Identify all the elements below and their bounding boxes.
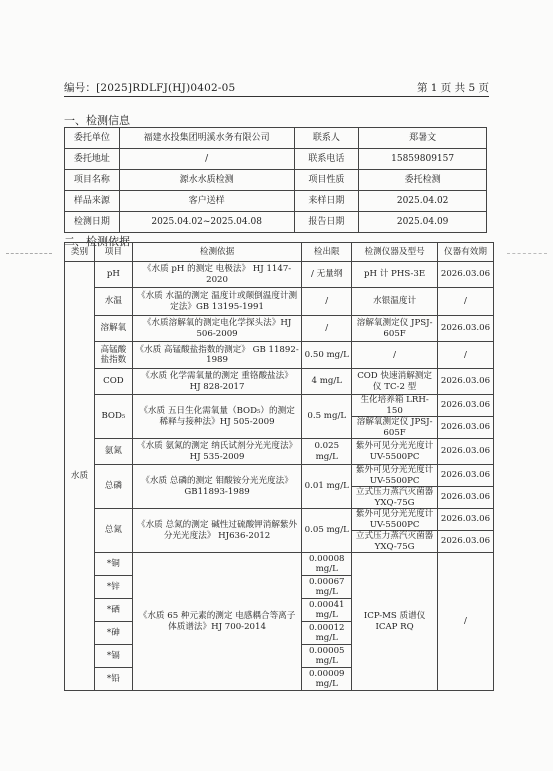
report-number: 编号：[2025]RDLFJ(HJ)0402-05 <box>64 82 236 94</box>
info-label: 检测日期 <box>65 212 120 233</box>
column-header: 项目 <box>94 243 132 262</box>
info-label: 项目名称 <box>65 170 120 191</box>
info-value: 2025.04.02 <box>359 191 487 212</box>
basis-cell: 《水质 65 种元素的测定 电感耦合等离子体质谱法》HJ 700-2014 <box>132 553 301 691</box>
table-row <box>65 369 494 395</box>
info-label: 项目性质 <box>294 170 359 191</box>
validity-cell: 2026.03.06 <box>437 465 493 487</box>
section-title-info: 一、检测信息 <box>64 114 130 127</box>
basis-cell: 《水质 水温的测定 温度计或颠倒温度计测定法》GB 13195-1991 <box>132 288 301 316</box>
table-row <box>65 342 494 369</box>
info-value: 15859809157 <box>359 149 487 170</box>
limit-cell: 0.00009 mg/L <box>302 668 352 691</box>
validity-cell: / <box>437 288 493 316</box>
info-value: 2025.04.02~2025.04.08 <box>119 212 294 233</box>
info-label: 联系电话 <box>294 149 359 170</box>
info-label: 联系人 <box>294 128 359 149</box>
info-table <box>64 127 487 233</box>
instrument-cell: ICP-MS 质谱仪 ICAP RQ <box>352 553 438 691</box>
validity-cell: / <box>437 553 493 691</box>
item-cell: *硒 <box>94 599 132 622</box>
item-cell: *铅 <box>94 668 132 691</box>
limit-cell: 0.50 mg/L <box>302 342 352 369</box>
info-label: 样品来源 <box>65 191 120 212</box>
column-header: 类别 <box>65 243 95 262</box>
basis-cell: 《水质 总磷的测定 钼酸铵分光光度法》 GB11893-1989 <box>132 465 301 509</box>
info-value: 源水水质检测 <box>119 170 294 191</box>
info-value: 委托检测 <box>359 170 487 191</box>
column-header: 检测仪器及型号 <box>352 243 438 262</box>
limit-cell: / 无量纲 <box>302 262 352 288</box>
instrument-cell: 溶解氧测定仪 JPSJ-605F <box>352 316 438 342</box>
table-row <box>65 553 494 576</box>
info-row <box>65 149 487 170</box>
validity-cell: / <box>437 342 493 369</box>
instrument-cell: / <box>352 342 438 369</box>
limit-cell: 4 mg/L <box>302 369 352 395</box>
category-cell: 水质 <box>65 262 95 691</box>
limit-cell: 0.00067 mg/L <box>302 576 352 599</box>
info-row <box>65 191 487 212</box>
info-label: 来样日期 <box>294 191 359 212</box>
limit-cell: 0.00012 mg/L <box>302 622 352 645</box>
limit-cell: 0.01 mg/L <box>302 465 352 509</box>
validity-cell: 2026.03.06 <box>437 369 493 395</box>
item-cell: 总氮 <box>94 509 132 553</box>
limit-cell: 0.05 mg/L <box>302 509 352 553</box>
table-row <box>65 395 494 417</box>
table-row <box>65 509 494 531</box>
item-cell: 溶解氧 <box>94 316 132 342</box>
basis-cell: 《水质 pH 的测定 电极法》 HJ 1147-2020 <box>132 262 301 288</box>
info-value: 客户送样 <box>119 191 294 212</box>
info-row <box>65 212 487 233</box>
limit-cell: 0.5 mg/L <box>302 395 352 439</box>
instrument-cell: 立式压力蒸汽灭菌器 YXQ-75G <box>352 487 438 509</box>
table-row <box>65 288 494 316</box>
info-value: 2025.04.09 <box>359 212 487 233</box>
table-row <box>65 316 494 342</box>
table-row <box>65 439 494 465</box>
instrument-cell: 立式压力蒸汽灭菌器 YXQ-75G <box>352 531 438 553</box>
info-label: 报告日期 <box>294 212 359 233</box>
item-cell: BOD₅ <box>94 395 132 439</box>
limit-cell: 0.00041 mg/L <box>302 599 352 622</box>
info-value: 福建水投集团明溪水务有限公司 <box>119 128 294 149</box>
item-cell: 高锰酸盐指数 <box>94 342 132 369</box>
validity-cell: 2026.03.06 <box>437 531 493 553</box>
item-cell: *锌 <box>94 576 132 599</box>
validity-cell: 2026.03.06 <box>437 509 493 531</box>
limit-cell: 0.025 mg/L <box>302 439 352 465</box>
limit-cell: 0.00005 mg/L <box>302 645 352 668</box>
validity-cell: 2026.03.06 <box>437 487 493 509</box>
item-cell: 氨氮 <box>94 439 132 465</box>
info-value: / <box>119 149 294 170</box>
basis-table <box>64 242 494 691</box>
instrument-cell: 紫外可见分光光度计 UV-5500PC <box>352 509 438 531</box>
basis-cell: 《水质 高锰酸盐指数的测定》 GB 11892-1989 <box>132 342 301 369</box>
item-cell: COD <box>94 369 132 395</box>
instrument-cell: pH 计 PHS-3E <box>352 262 438 288</box>
page-header <box>64 80 489 97</box>
limit-cell: / <box>302 316 352 342</box>
validity-cell: 2026.03.06 <box>437 395 493 417</box>
instrument-cell: 水银温度计 <box>352 288 438 316</box>
scan-mark <box>507 253 547 254</box>
table-row <box>65 262 494 288</box>
section-title-basis: 二、检测依据 <box>64 235 130 248</box>
validity-cell: 2026.03.06 <box>437 262 493 288</box>
item-cell: *镉 <box>94 645 132 668</box>
table-row <box>65 465 494 487</box>
scan-mark <box>6 253 52 254</box>
info-value: 郑暑文 <box>359 128 487 149</box>
basis-cell: 《水质 化学需氧量的测定 重铬酸盐法》 HJ 828-2017 <box>132 369 301 395</box>
validity-cell: 2026.03.06 <box>437 417 493 439</box>
column-header: 检测依据 <box>132 243 301 262</box>
column-header: 检出限 <box>302 243 352 262</box>
item-cell: *砷 <box>94 622 132 645</box>
info-row <box>65 170 487 191</box>
info-label: 委托地址 <box>65 149 120 170</box>
basis-cell: 《水质 氨氮的测定 纳氏试剂分光光度法》 HJ 535-2009 <box>132 439 301 465</box>
item-cell: pH <box>94 262 132 288</box>
column-header: 仪器有效期 <box>437 243 493 262</box>
basis-cell: 《水质 总氮的测定 碱性过硫酸钾消解紫外分光光度法》 HJ636-2012 <box>132 509 301 553</box>
basis-cell: 《水质 五日生化需氧量（BOD₅）的测定 稀释与接种法》HJ 505-2009 <box>132 395 301 439</box>
item-cell: 水温 <box>94 288 132 316</box>
validity-cell: 2026.03.06 <box>437 439 493 465</box>
item-cell: *铜 <box>94 553 132 576</box>
item-cell: 总磷 <box>94 465 132 509</box>
limit-cell: 0.00008 mg/L <box>302 553 352 576</box>
limit-cell: / <box>302 288 352 316</box>
info-row <box>65 128 487 149</box>
instrument-cell: COD 快速消解测定仪 TC-2 型 <box>352 369 438 395</box>
basis-cell: 《水质溶解氧的测定电化学探头法》HJ 506-2009 <box>132 316 301 342</box>
instrument-cell: 生化培养箱 LRH-150 <box>352 395 438 417</box>
instrument-cell: 紫外可见分光光度计 UV-5500PC <box>352 465 438 487</box>
page-number: 第 1 页 共 5 页 <box>416 82 489 94</box>
instrument-cell: 紫外可见分光光度计 UV-5500PC <box>352 439 438 465</box>
validity-cell: 2026.03.06 <box>437 316 493 342</box>
info-label: 委托单位 <box>65 128 120 149</box>
instrument-cell: 溶解氧测定仪 JPSJ-605F <box>352 417 438 439</box>
table-header-row <box>65 243 494 262</box>
